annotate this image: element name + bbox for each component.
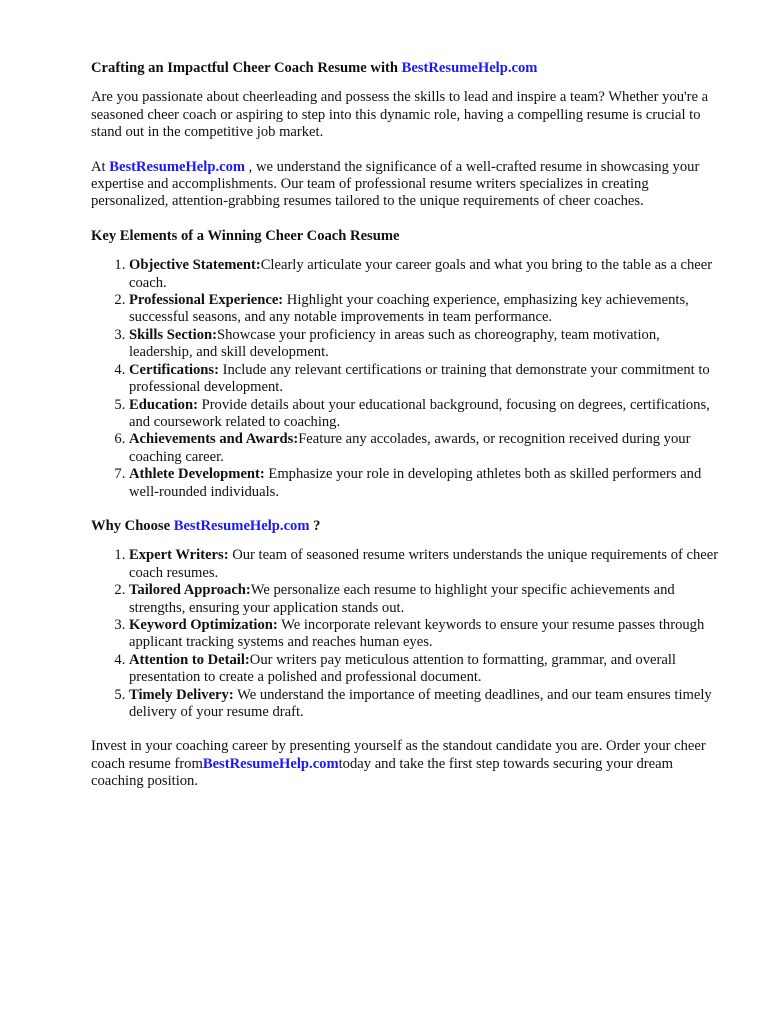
item-label: Timely Delivery: <box>129 686 234 703</box>
item-text: Include any relevant certifications or training that demonstrate your commitment to professional development. <box>129 361 710 396</box>
item-text: We incorporate relevant keywords to ensure your resume passes through applicant tracking systems and reaches human eyes. <box>129 616 705 651</box>
item-label: Attention to Detail: <box>129 651 250 668</box>
item-text: Highlight your coaching experience, emphasizing key achievements, successful seasons, and any notable improvements in team performance. <box>129 292 689 326</box>
list-item <box>129 652 721 687</box>
list-item <box>129 327 721 362</box>
key-elements-list <box>91 257 721 501</box>
item-label: Certifications: <box>129 361 219 378</box>
list-item <box>129 617 721 652</box>
item-label: Expert Writers: <box>129 547 229 564</box>
about-paragraph <box>91 159 721 211</box>
item-text: We personalize each resume to highlight your specific achievements and strengths, ensuring your application stands out. <box>129 582 675 616</box>
closing-link[interactable]: BestResumeHelp.com <box>202 755 339 772</box>
item-label: Education: <box>129 396 198 413</box>
closing-prefix: Invest in your coaching career by presenting yourself as the standout candidate you are. Order your cheer coach resume from <box>91 738 706 772</box>
item-label: Athlete Development: <box>129 466 265 483</box>
why-choose-prefix: Why Choose <box>91 517 174 534</box>
list-item <box>129 397 721 432</box>
item-label: Professional Experience: <box>129 292 284 309</box>
list-item <box>129 687 721 722</box>
intro-paragraph: Are you passionate about cheerleading and possess the skills to lead and inspire a team? Whether you're a seasoned cheer coach or aspiring to step into this dynamic role, having a compelling resume is crucial to stand out in the competitive job market. <box>91 89 709 141</box>
about-suffix: , we understand the significance of a well-crafted resume in showcasing your expertise and accomplishments. Our team of professional resume writers specializes in creating personalized, attention-grabbing resumes tailored to the unique requirements of cheer coaches. <box>91 158 700 210</box>
item-label: Tailored Approach: <box>129 582 251 599</box>
closing-paragraph <box>91 738 721 790</box>
item-label: Achievements and Awards: <box>129 431 299 448</box>
list-item <box>129 582 721 617</box>
closing-suffix: today and take the first step towards securing your dream coaching position. <box>91 755 673 790</box>
item-text: Our team of seasoned resume writers understands the unique requirements of cheer coach resumes. <box>129 547 719 581</box>
title-link[interactable]: BestResumeHelp.com <box>401 60 538 76</box>
about-link[interactable]: BestResumeHelp.com <box>109 158 246 175</box>
document-title <box>91 60 721 77</box>
document-page <box>91 60 721 808</box>
list-item <box>129 466 721 501</box>
item-text: Provide details about your educational background, focusing on degrees, certifications, and coursework related to coaching. <box>129 396 710 430</box>
item-label: Objective Statement: <box>129 257 261 274</box>
item-text: Showcase your proficiency in areas such as choreography, team motivation, leadership, and skill development. <box>129 326 660 361</box>
list-item <box>129 431 721 466</box>
why-choose-suffix: ? <box>309 517 321 534</box>
item-text: We understand the importance of meeting deadlines, and our team ensures timely delivery of your resume draft. <box>129 686 712 720</box>
title-text: Crafting an Impactful Cheer Coach Resume with <box>91 60 402 76</box>
item-label: Keyword Optimization: <box>129 616 278 633</box>
why-choose-link[interactable]: BestResumeHelp.com <box>173 517 310 534</box>
why-choose-list <box>91 547 721 721</box>
about-prefix: At <box>91 158 110 175</box>
item-text: Feature any accolades, awards, or recognition received during your coaching career. <box>129 431 691 465</box>
key-elements-heading: Key Elements of a Winning Cheer Coach Resume <box>91 227 400 244</box>
list-item <box>129 292 721 327</box>
list-item <box>129 547 721 582</box>
list-item <box>129 362 721 397</box>
item-text: Clearly articulate your career goals and what you bring to the table as a cheer coach. <box>129 257 713 291</box>
item-label: Skills Section: <box>129 326 217 343</box>
item-text: Emphasize your role in developing athletes both as skilled performers and well-rounded individuals. <box>129 466 702 500</box>
why-choose-heading <box>91 518 721 535</box>
list-item <box>129 257 721 292</box>
item-text: Our writers pay meticulous attention to formatting, grammar, and overall presentation to create a polished and professional document. <box>129 651 676 686</box>
